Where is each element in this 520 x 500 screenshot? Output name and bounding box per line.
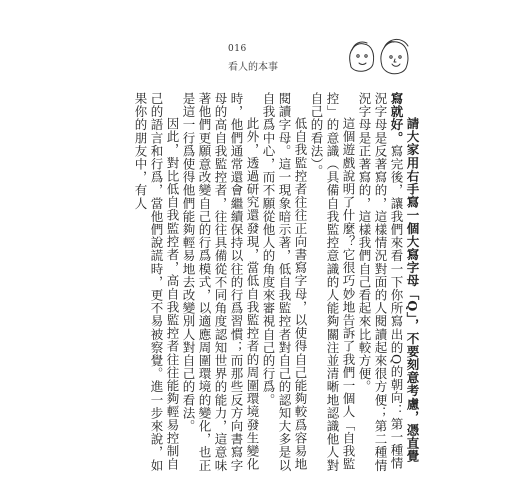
paragraph-1-rest: 寫完後，讓我們來看一下你所寫出的Q的朝向：第一種情況字母是反著寫的，這樣情況對面的人閱讀起來很方便；第二種情況字母是正著寫的，這樣我們自己看起來比較方便。 bbox=[357, 92, 404, 472]
running-title: 看人的本事 bbox=[228, 62, 278, 73]
paragraph-4: 此外，透過研究還發現，當低自我監控者的周圍環境發生變化時，他們通常還會繼續保持以往的行爲習慣；而那些反方向書寫字母的高自我監控者，往往具備從不同角度認知世界的能力，這意味著他們更願意改變自己的行爲模式，以適應周圍環境的變化，也正是這一行爲使得他們能夠輕易地去改變別人對自己的看法。 bbox=[181, 92, 260, 472]
paragraph-2: 這個遊戲說明了什麼？它很巧妙地告訴了我們一個人「自我監控」的意識（具備自我監控意識的人能夠關注並清晰地認識他人對自己的看法）。 bbox=[309, 92, 356, 472]
page-number: 016 bbox=[228, 44, 247, 54]
paragraph-5: 因此，對比低自我監控者，高自我監控者往往能夠輕易控制自己的語言和行爲，當他們說謊時，更不易被察覺。進一步來說，如果你的朋友中，有人 bbox=[133, 92, 180, 472]
doodle-faces-icon bbox=[342, 32, 414, 82]
paragraph-1 bbox=[356, 92, 420, 472]
paragraph-3: 低自我監控者往往正向書寫字母，以使得自己能夠較爲容易地閱讀字母。這一現象暗示著，低自我監控者對自己的認知大多是以自我爲中心，而不願從他人的角度來審視自己的行爲。 bbox=[261, 92, 308, 472]
paragraph-1-lead: 請大家用右手寫一個大寫字母「Q」，不要刻意考慮，憑直覺寫就好。 bbox=[389, 92, 420, 463]
vertical-body-text bbox=[118, 92, 420, 472]
page-header bbox=[0, 0, 520, 82]
